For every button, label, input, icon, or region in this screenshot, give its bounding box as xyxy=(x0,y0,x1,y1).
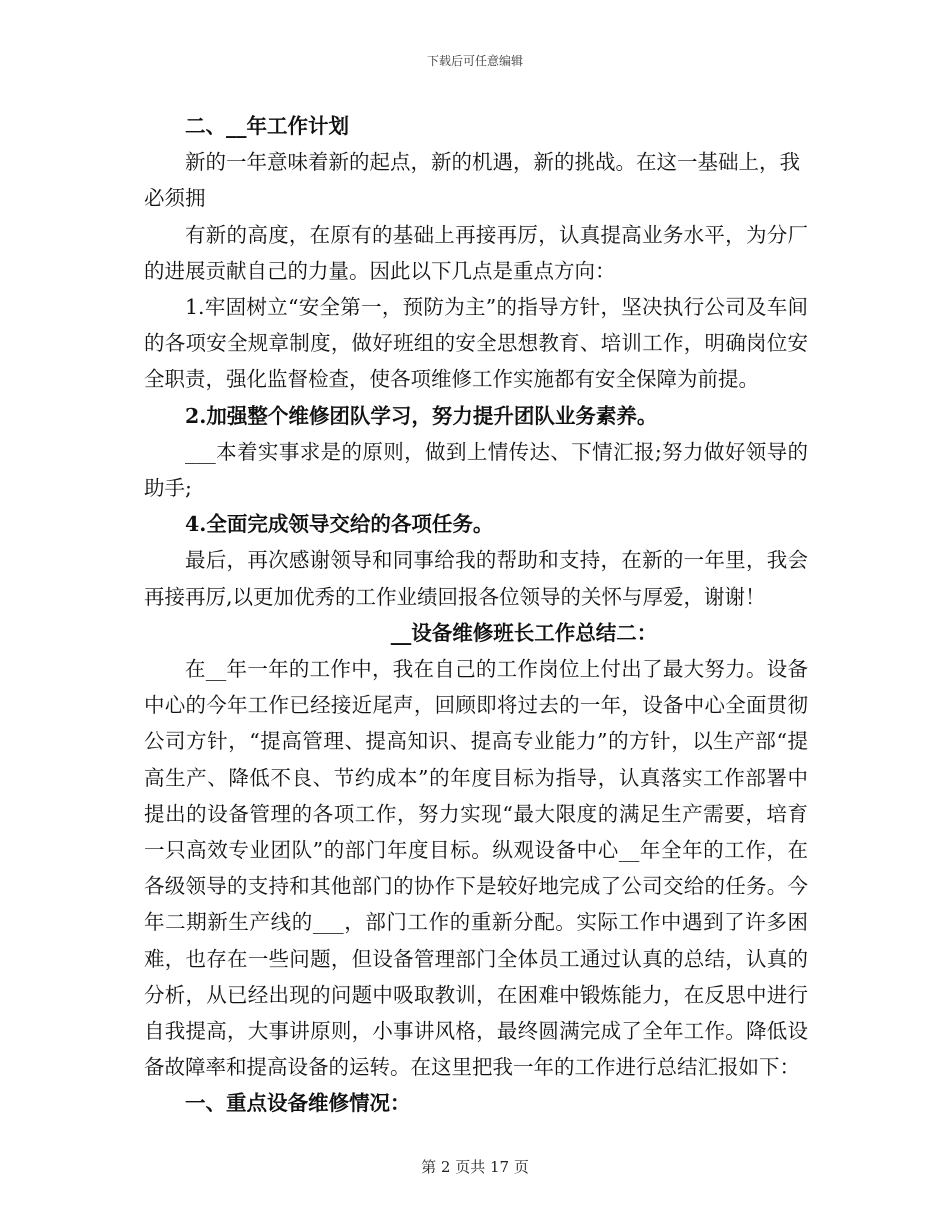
page-header: 下载后可任意编辑 xyxy=(426,54,523,68)
summary-title: __设备维修班长工作总结二： xyxy=(390,620,658,645)
paragraph-summary-body: 在__年一年的工作中，我在自己的工作岗位上付出了最大努力。设备中心的今年工作已经接近尾声，回顾即将过去的一年，设备中心全面贯彻公司方针，“提高管理、提高知识、提高专业能力”的方针，以生产部“提高生产、降低不良、节约成本”的年度目标为指导，认真落实工作部署中提出的设备管理的各项工作，努力实现“最大限度的满足生产需要，培育一只高效专业团队”的部门年度目标。纵观设备中心__年全年的工作，在各级领导的支持和其他部门的协作下是较好地完成了公司交给的任务。今年二期新生产线的___，部门工作的重新分配。实际工作中遇到了许多困难，也存在一些问题，但设备管理部门全体员工通过认真的总结，认真的分析，从已经出现的问题中吸取教训，在困难中锻炼能力，在反思中进行自我提高，大事讲原则，小事讲风格，最终圆满完成了全年工作。降低设备故障率和提高设备的运转。在这里把我一年的工作进行总结汇报如下： xyxy=(144,657,808,1080)
paragraph-item-3: ___本着实事求是的原则，做到上情传达、下情汇报;努力做好领导的助手; xyxy=(144,439,808,501)
paragraph-closing: 最后，再次感谢领导和同事给我的帮助和支持，在新的一年里，我会再接再厉,以更加优秀的工作业绩回报各位领导的关怀与厚爱，谢谢！ xyxy=(144,548,808,609)
section-heading-work-plan: 二、__年工作计划 xyxy=(185,114,349,138)
page-footer: 第 2 页共 17 页 xyxy=(421,1158,529,1176)
paragraph-intro: 新的一年意味着新的起点，新的机遇，新的挑战。在这一基础上，我必须拥 xyxy=(144,150,800,211)
document-body xyxy=(144,108,808,1122)
section-heading-key-repairs: 一、重点设备维修情况： xyxy=(185,1091,411,1116)
paragraph-item-2: 2.加强整个维修团队学习，努力提升团队业务素养。 xyxy=(185,403,658,428)
paragraph-direction: 有新的高度，在原有的基础上再接再厉，认真提高业务水平，为分厂的进展贡献自己的力量。因此以下几点是重点方向： xyxy=(144,222,808,283)
paragraph-item-4: 4.全面完成领导交给的各项任务。 xyxy=(185,512,494,537)
paragraph-item-1: 1.牢固树立“安全第一，预防为主”的指导方针，坚决执行公司及车间的各项安全规章制度，做好班组的安全思想教育、培训工作，明确岗位安全职责，强化监督检查，使各项维修工作实施都有安全保障为前提。 xyxy=(144,295,808,392)
